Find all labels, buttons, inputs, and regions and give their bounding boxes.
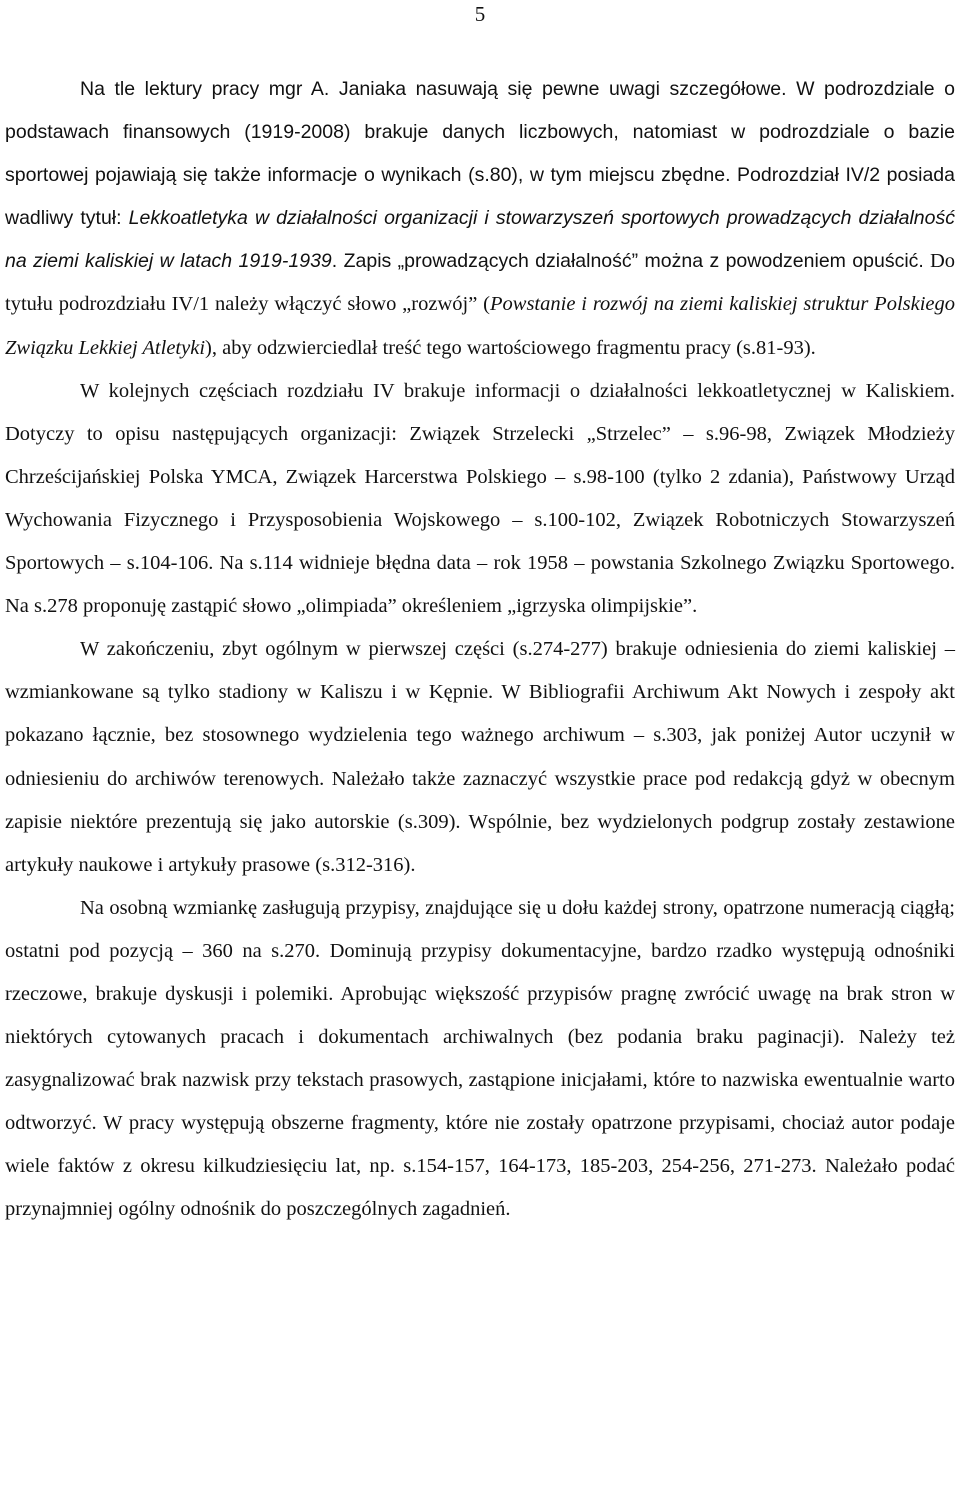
text-span: Do tytułu podrozdziału IV/1 należy włączyć słowo „rozwój” ( bbox=[5, 250, 955, 316]
text-span: Na tle lektury pracy mgr A. Janiaka nasuwają się pewne uwagi szczegółowe. W podrozdziale o podstawach finansowych (1919-2008) brakuje danych liczbowych, natomiast w podrozdziale o bazie sportowej pojawiają się także informacje o wynikach (s.80), w tym miejscu zbędne. Podrozdział IV/2 posiada wadliwy tytuł: bbox=[5, 78, 955, 230]
text-span: Na osobną wzmiankę zasługują przypisy, znajdujące się u dołu każdej strony, opatrzone numeracją ciągłą; ostatni pod pozycją – 360 na s.270. Dominują przypisy dokumentacyjne, bardzo rzadko występują odnośniki rzeczowe, brakuje dyskusji i polemiki. Aprobując większość przypisów pragnę zwrócić uwagę na brak stron w niektórych cytowanych pracach i dokumentach archiwalnych (bez podania braku paginacji). Należy też zasygnalizować brak nazwisk przy tekstach prasowych, zastąpione inicjałami, które to nazwiska ewentualnie warto odtworzyć. W pracy występują obszerne fragmenty, które nie zostały opatrzone przypisami, chociaż autor podaje wiele faktów z okresu kilkudziesięciu lat, np. s.154-157, 164-173, 185-203, 254-256, 271-273. Należało podać przynajmniej ogólny odnośnik do poszczególnych zagadnień. bbox=[5, 896, 955, 1221]
paragraph bbox=[5, 370, 955, 629]
text-span: Lekkoatletyka w działalności organizacji i stowarzyszeń sportowych prowadzących działalność na ziemi kaliskiej w latach 1919-1939 bbox=[5, 207, 955, 273]
paragraph bbox=[5, 887, 955, 1232]
document-body bbox=[5, 68, 955, 1232]
text-span: . Zapis „prowadzących działalność” można z powodzeniem opuścić. bbox=[331, 250, 924, 273]
text-span: W zakończeniu, zbyt ogólnym w pierwszej części (s.274-277) brakuje odniesienia do ziemi kaliskiej – wzmiankowane są tylko stadiony w Kaliszu i w Kępnie. W Bibliografii Archiwum Akt Nowych i zespoły akt pokazano łącznie, bez stosownego wydzielenia tego ważnego archiwum – s.303, jak poniżej Autor uczynił w odniesieniu do archiwów terenowych. Należało także zaznaczyć wszystkie prace pod redakcją gdyż w obecnym zapisie niektóre prezentują się jako autorskie (s.309). Wspólnie, bez wydzielonych podgrup zostały zestawione artykuły naukowe i artykuły prasowe (s.312-316). bbox=[5, 638, 955, 876]
page-number: 5 bbox=[474, 2, 486, 26]
text-span: W kolejnych częściach rozdziału IV brakuje informacji o działalności lekkoatletycznej w Kaliskiem. Dotyczy to opisu następujących organizacji: Związek Strzelecki „Strzelec” – s.96-98, Związek Młodzieży Chrześcijańskiej Polska YMCA, Związek Harcerstwa Polskiego – s.98-100 (tylko 2 zdania), Państwowy Urząd Wychowania Fizycznego i Przysposobienia Wojskowego – s.100-102, Związek Robotniczych Stowarzyszeń Sportowych – s.104-106. Na s.114 widnieje błędna data – rok 1958 – powstania Szkolnego Związku Sportowego. Na s.278 proponuję zastąpić słowo „olimpiada” określeniem „igrzyska olimpijskie”. bbox=[5, 379, 955, 618]
text-span: ), aby odzwierciedlał treść tego wartościowego fragmentu pracy (s.81-93). bbox=[205, 336, 816, 359]
paragraph bbox=[5, 628, 955, 887]
paragraph bbox=[5, 68, 955, 370]
text-span: Powstanie i rozwój na ziemi kaliskiej struktur Polskiego Związku Lekkiej Atletyki bbox=[5, 293, 956, 359]
